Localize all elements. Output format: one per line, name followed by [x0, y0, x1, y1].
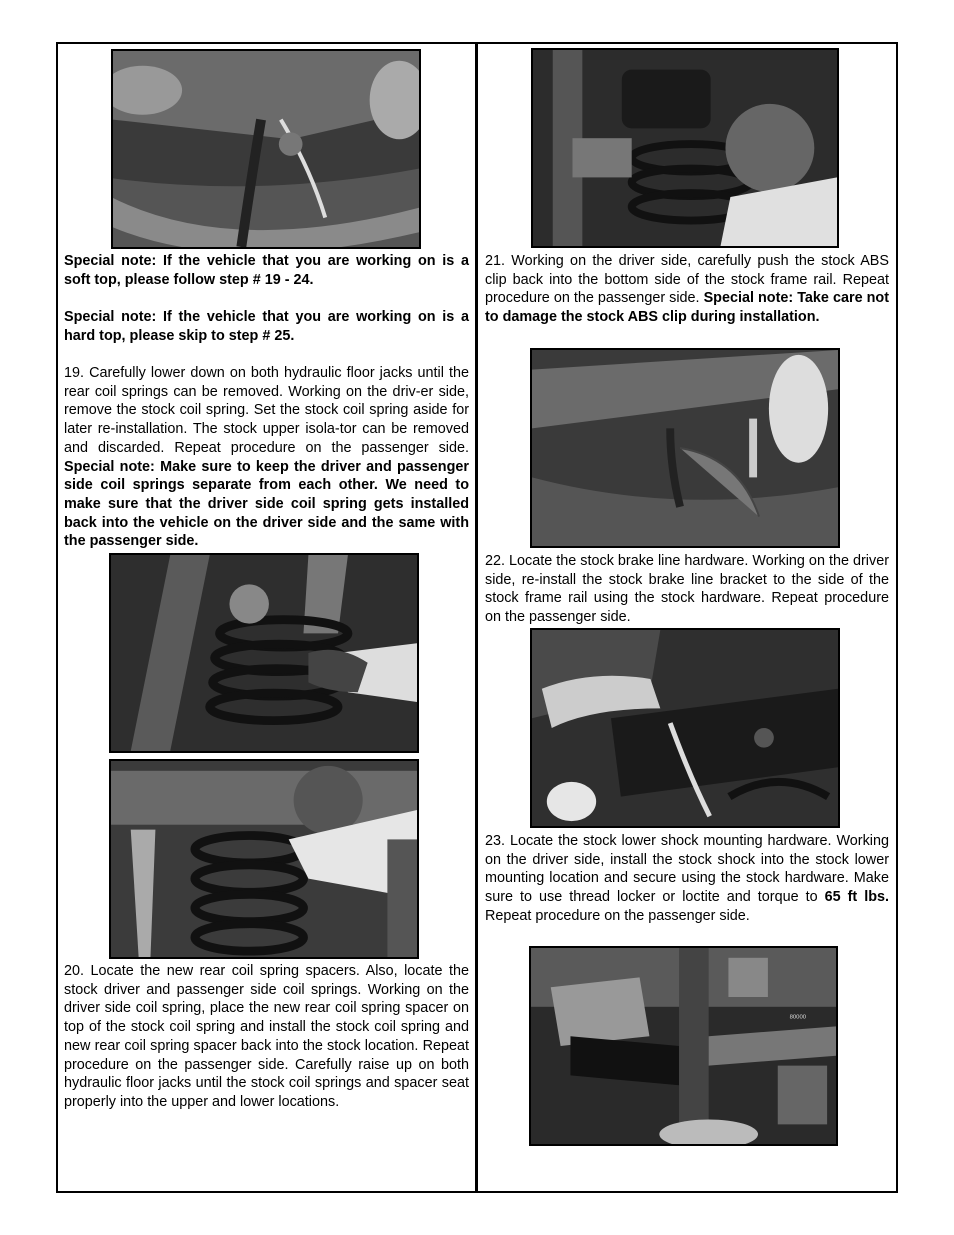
photo-coil-spring-axle [109, 759, 419, 959]
step-20: 20. Locate the new rear coil spring spacers. Also, locate the stock driver and passenger side coil springs. Working on the driver side coil spring, place the new rear coil spring spacer on top of the stock coil spring and install the stock coil spring and new rear coil spring spacer back into the stock location. Repeat procedure on the passenger side. Carefully raise up on both hydraulic floor jacks until the stock coil springs and spacer seat properly into the upper and lower locations. [64, 963, 469, 1110]
step-19-note: Special note: Make sure to keep the driver and passenger side coil springs separate from each other. We need to make sure that the driver side coil spring gets installed back into the vehicle on the driver side and the same with the passenger side. [64, 458, 469, 550]
step-19 [64, 364, 469, 551]
step-21-text: 21. Working on the driver side, carefully push the stock ABS clip back into the bottom side of the stock frame rail. Repeat procedure on the passenger side. [485, 253, 889, 307]
step-23-torque: 65 ft lbs. [824, 889, 889, 906]
step-22: 22. Locate the stock brake line hardware. Working on the driver side, re-install the stock brake line bracket to the side of the stock frame rail using the stock hardware. Repeat procedure on the passenger side. [485, 553, 889, 626]
step-23-text-b: Repeat procedure on the passenger side. [485, 907, 750, 924]
photo-shock-mount-impact [529, 946, 838, 1146]
note-soft-top: Special note: If the vehicle that you are working on is a soft top, please follow step # 19 - 24. [64, 253, 469, 288]
photo-abs-wire-frame [111, 49, 421, 249]
step-23 [485, 832, 889, 926]
step-23-text-a: 23. Locate the stock lower shock mounting hardware. Working on the driver side, install the stock shock into the stock lower mounting location and secure using the stock hardware. Make sure to use thread locker or loctite and torque to [485, 833, 889, 906]
photo-brake-line-frame [530, 628, 840, 828]
photo-coil-spring-removal [109, 553, 419, 753]
step-21-note: Special note: Take care not to damage the stock ABS clip during installation. [485, 290, 889, 326]
photo-abs-clip-spring [531, 48, 839, 248]
right-column [478, 42, 896, 1193]
step-19-text: 19. Carefully lower down on both hydraulic floor jacks until the rear coil springs can be removed. Working on the driv-er side, remove the stock coil spring. Set the stock coil spring aside for later re-installation. The stock upper isola-tor can be removed and discarded. Repeat procedure on the passenger side. [64, 365, 469, 456]
note-hard-top: Special note: If the vehicle that you are working on is a hard top, please skip to step # 25. [64, 309, 469, 344]
photo-brake-line-bracket [530, 348, 840, 548]
photo-label: 80000 [789, 1014, 807, 1021]
step-21 [485, 252, 889, 327]
left-column [58, 42, 475, 1193]
